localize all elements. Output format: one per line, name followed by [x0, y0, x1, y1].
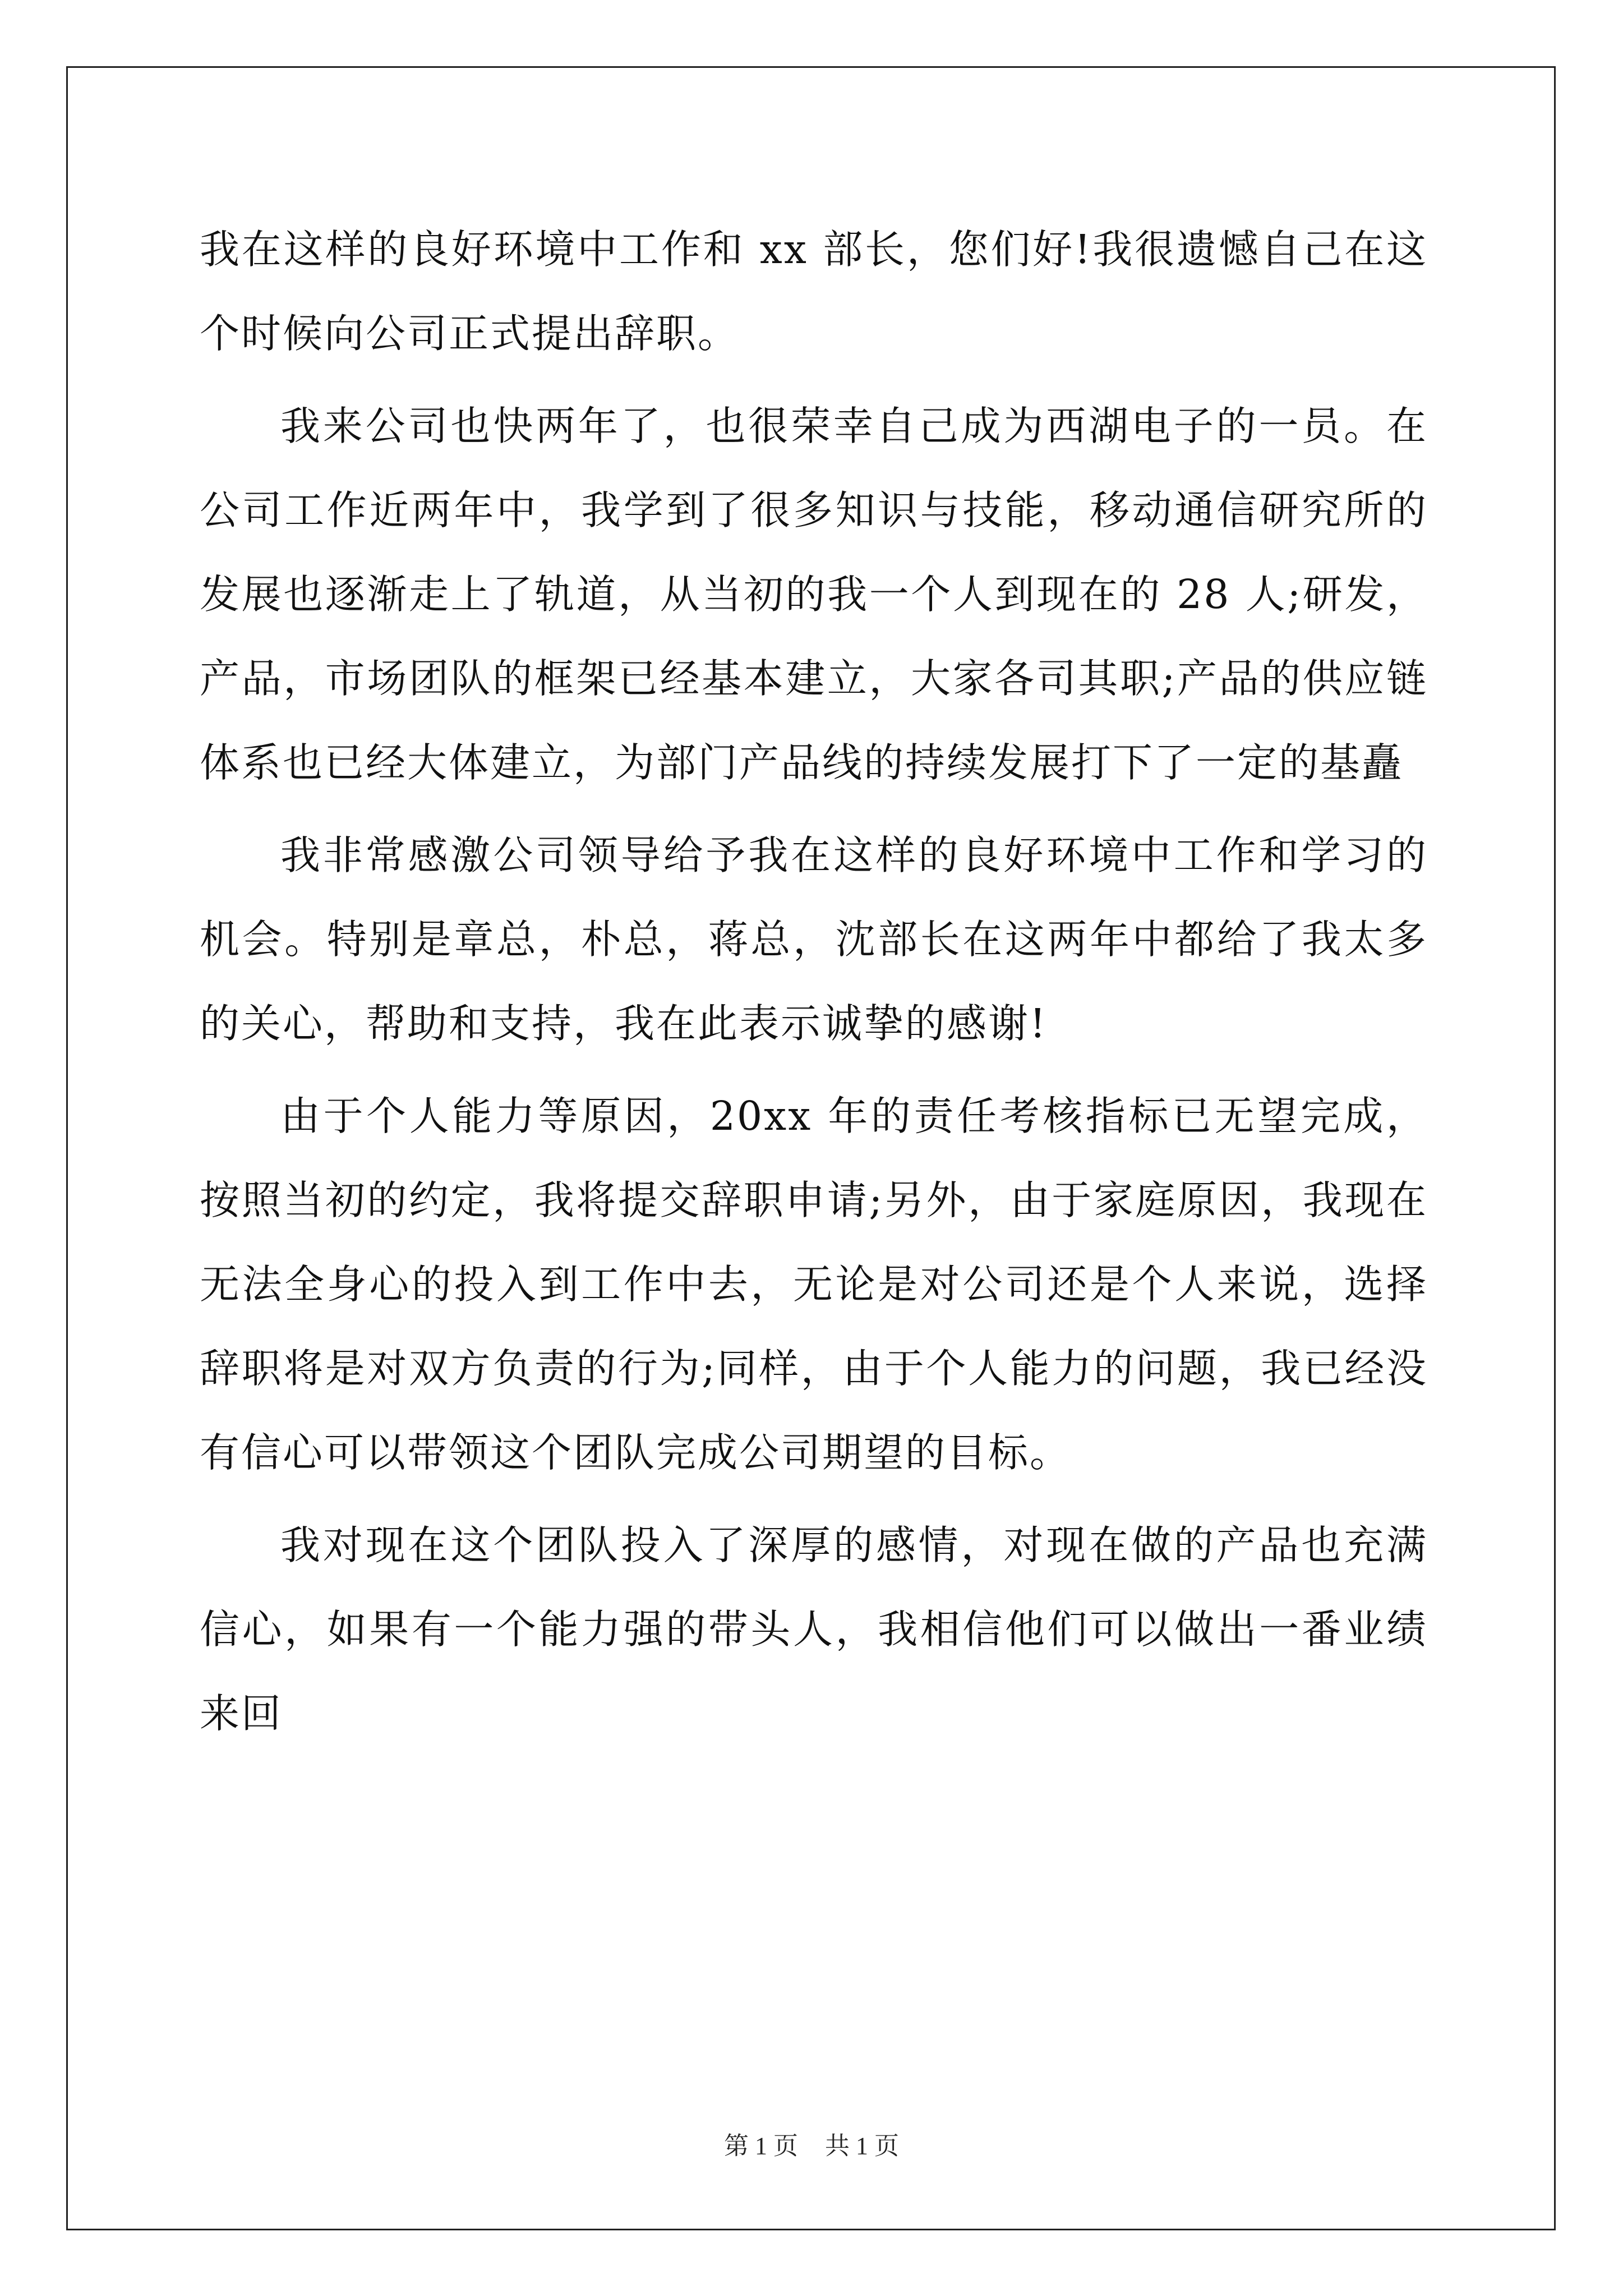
paragraph-2: 我来公司也快两年了，也很荣幸自己成为西湖电子的一员。在公司工作近两年中，我学到了很多知识与技能，移动通信研究所的发展也逐渐走上了轨道，从当初的我一个人到现在的 28 人;研发，产品，市场团队的框架已经基本建立，大家各司其职;产品的供应链体系也已经大体建立，为部门产品线的持续发展打下了一定的基矗 [200, 403, 1428, 786]
paragraph-3: 我非常感激公司领导给予我在这样的良好环境中工作和学习的机会。特别是章总，朴总，蒋总，沈部长在这两年中都给了我太多的关心，帮助和支持，我在此表示诚挚的感谢! [200, 832, 1428, 1047]
document-body [200, 208, 1428, 1764]
paragraph-5: 我对现在这个团队投入了深厚的感情，对现在做的产品也充满信心，如果有一个能力强的带头人，我相信他们可以做出一番业绩来回 [200, 1522, 1428, 1737]
paragraph-4: 由于个人能力等原因，20xx 年的责任考核指标已无望完成，按照当初的约定，我将提交辞职申请;另外，由于家庭原因，我现在无法全身心的投入到工作中去，无论是对公司还是个人来说，选择辞职将是对双方负责的行为;同样，由于个人能力的问题，我已经没有信心可以带领这个团队完成公司期望的目标。 [200, 1093, 1428, 1476]
page-footer [0, 2131, 1623, 2162]
page-number-total: 共 1 页 [825, 2132, 899, 2160]
paragraph-1: 我在这样的良好环境中工作和 xx 部长，您们好!我很遗憾自己在这个时候向公司正式提出辞职。 [200, 226, 1428, 357]
page-number-current: 第 1 页 [724, 2132, 798, 2160]
